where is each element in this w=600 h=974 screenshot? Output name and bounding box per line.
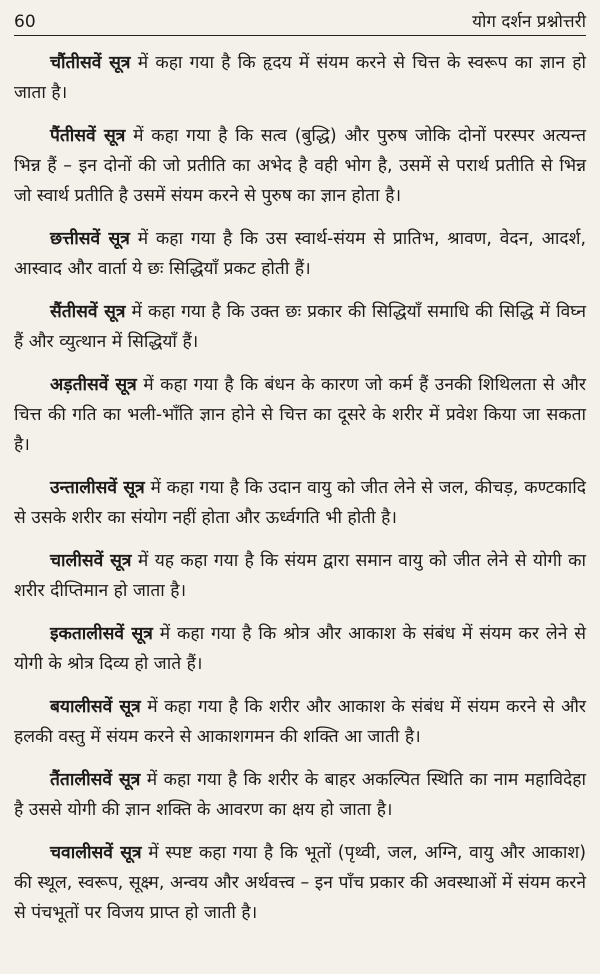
- paragraph-text: में कहा गया है कि उदान वायु को जीत लेने से जल, कीचड़, कण्टकादि से उसके शरीर का संयोग नहीं होता और ऊर्ध्वगति भी होती है।: [14, 478, 587, 528]
- paragraph-text: में कहा गया है कि उक्त छः प्रकार की सिद्धियाँ समाधि की सिद्धि में विघ्न हैं और व्युत्थान में सिद्धियाँ हैं।: [14, 302, 587, 352]
- sutra-heading: चालीसवें सूत्र: [50, 551, 132, 571]
- paragraph: [14, 224, 586, 284]
- paragraph-text: में कहा गया है कि शरीर के बाहर अकल्पित स्थिति का नाम महाविदेहा है उससे योगी की ज्ञान शक्ति के आवरण का क्षय हो जाता है।: [14, 770, 587, 820]
- page-number: 60: [14, 12, 36, 32]
- paragraph-text: में स्पष्ट कहा गया है कि भूतों (पृथ्वी, जल, अग्नि, वायु और आकाश) की स्थूल, स्वरूप, सूक्ष्म, अन्वय और अर्थवत्त्व – इन पाँच प्रकार की अवस्थाओं में संयम करने से पंचभूतों पर विजय प्राप्त हो जाती है।: [14, 843, 587, 923]
- paragraph-text: में कहा गया है कि शरीर और आकाश के संबंध में संयम करने से और हलकी वस्तु में संयम करने से आकाशगमन की शक्ति आ जाती है।: [14, 697, 586, 747]
- sutra-heading: बयालीसवें सूत्र: [50, 697, 141, 717]
- sutra-heading: उन्तालीसवें सूत्र: [50, 478, 145, 498]
- sutra-heading: चवालीसवें सूत्र: [50, 843, 142, 863]
- paragraph: [14, 546, 586, 606]
- paragraph: [14, 619, 586, 679]
- paragraph: [14, 838, 586, 928]
- sutra-heading: अड़तीसवें सूत्र: [50, 375, 137, 395]
- paragraph-text: में कहा गया है कि बंधन के कारण जो कर्म हैं उनकी शिथिलता से और चित्त की गति का भली-भाँति ज्ञान होने से चित्त का दूसरे के शरीर में प्रवेश किया जा सकता है।: [14, 375, 587, 455]
- paragraph: [14, 473, 586, 533]
- paragraph-text: में कहा गया है कि हृदय में संयम करने से चित्त के स्वरूप का ज्ञान हो जाता है।: [14, 53, 586, 103]
- paragraph: [14, 692, 586, 752]
- paragraph: [14, 121, 586, 211]
- paragraph-text: में कहा गया है कि उस स्वार्थ-संयम से प्रातिभ, श्रावण, वेदन, आदर्श, आस्वाद और वार्ता ये छः सिद्धियाँ प्रकट होती हैं।: [14, 229, 586, 279]
- sutra-heading: पैंतीसवें सूत्र: [50, 126, 126, 146]
- paragraph-text: में कहा गया है कि सत्व (बुद्धि) और पुरुष जोकि दोनों परस्पर अत्यन्त भिन्न हैं – इन दोनों की जो प्रतीति का अभेद है वही भोग है, उसमें से परार्थ प्रतीति से भिन्न जो स्वार्थ प्रतीति है उसमें संयम करने से पुरुष का ज्ञान होता है।: [14, 126, 586, 206]
- page-body: [14, 48, 586, 941]
- paragraph-text: में कहा गया है कि श्रोत्र और आकाश के संबंध में संयम कर लेने से योगी के श्रोत्र दिव्य हो जाते हैं।: [14, 624, 586, 674]
- paragraph: [14, 297, 586, 357]
- paragraph: [14, 48, 586, 108]
- sutra-heading: इकतालीसवें सूत्र: [50, 624, 153, 644]
- sutra-heading: छत्तीसवें सूत्र: [50, 229, 130, 249]
- paragraph: [14, 765, 586, 825]
- paragraph-text: में यह कहा गया है कि संयम द्वारा समान वायु को जीत लेने से योगी का शरीर दीप्तिमान हो जाता है।: [14, 551, 586, 601]
- sutra-heading: चौंतीसवें सूत्र: [50, 53, 131, 73]
- sutra-heading: सैंतीसवें सूत्र: [50, 302, 126, 322]
- sutra-heading: तैंतालीसवें सूत्र: [50, 770, 141, 790]
- paragraph: [14, 370, 586, 460]
- running-title: योग दर्शन प्रश्नोत्तरी: [472, 12, 586, 32]
- page-header: [14, 6, 586, 36]
